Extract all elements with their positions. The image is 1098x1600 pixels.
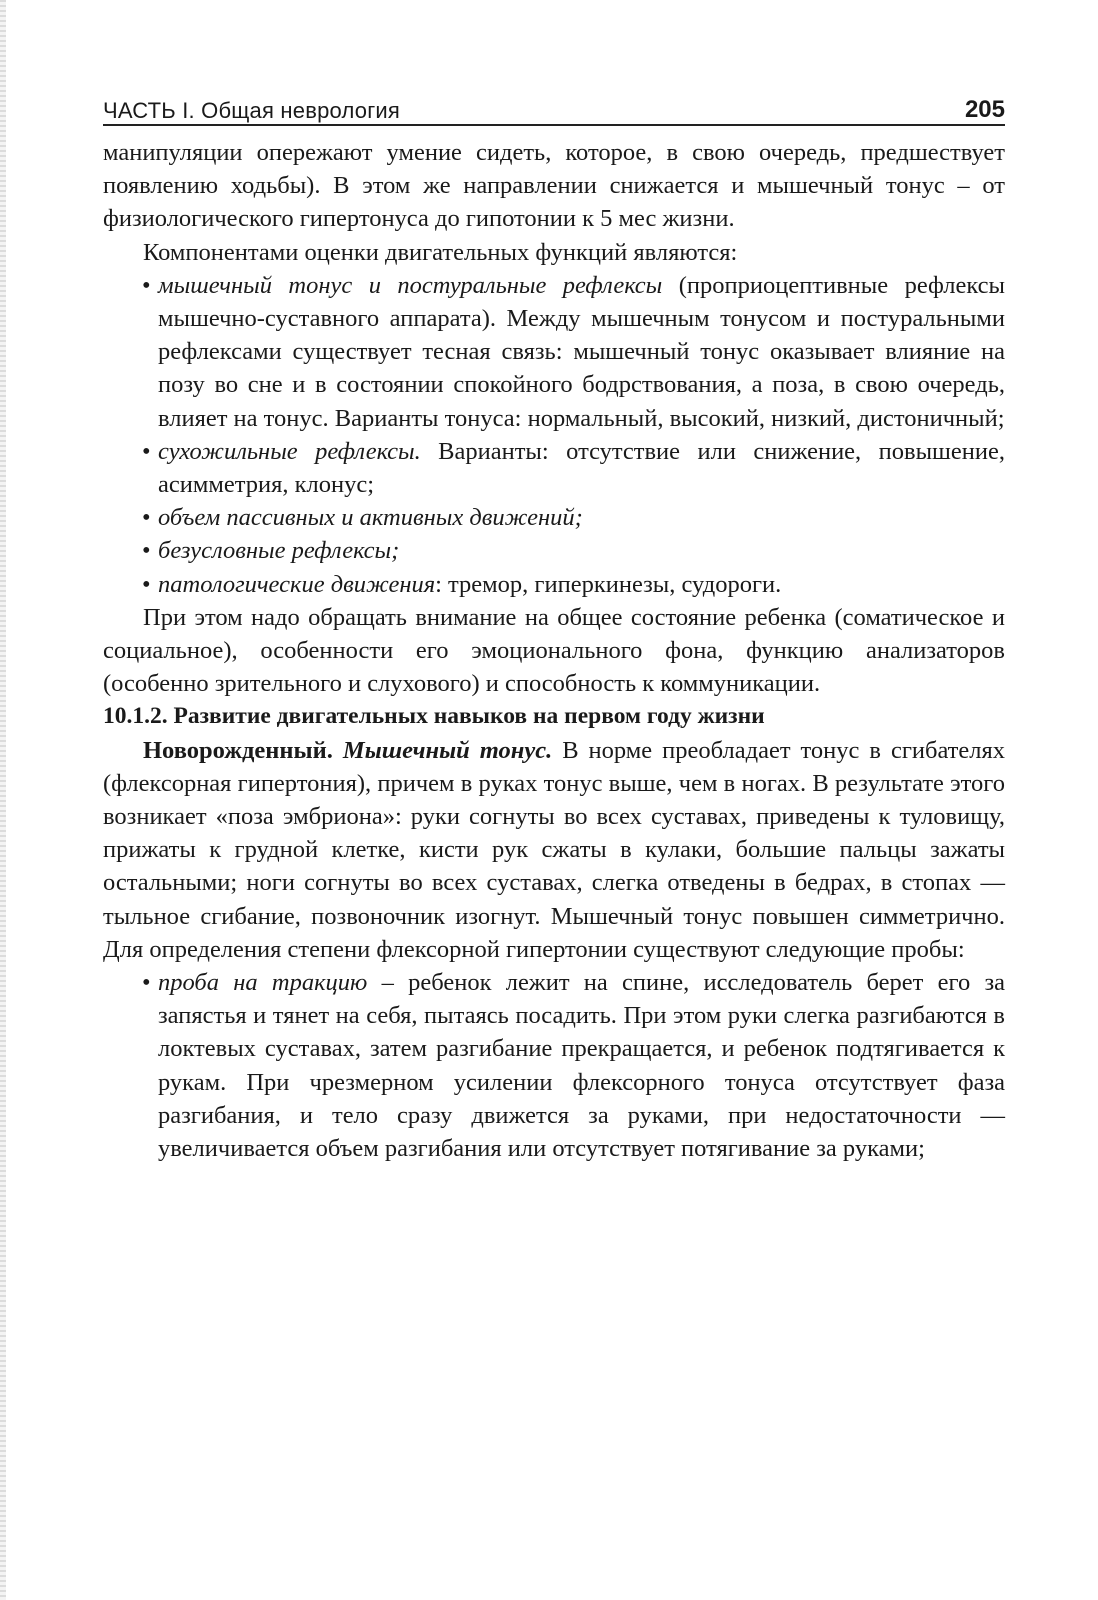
tests-list [103,966,1005,1165]
motor-assessment-list [103,269,1005,601]
paragraph-continuation: манипуляции опережают умение сидеть, которое, в свою очередь, предшествует появлению ходьбы). В этом же направлении снижается и мышечный тонус – от физиологического гипертонуса до гипотонии к 5 мес жизни. [103,139,1005,233]
newborn-text: В норме преобладает тонус в сгибателях (флексорная гипертония), причем в руках тонус выше, чем в ногах. В результате этого возникает «поза эмбриона»: руки согнуты во всех суставах, приведены к туловищу, прижаты к грудной клетке, кисти рук сжаты в кулаки, большие пальцы зажаты остальными; ноги согнуты во всех суставах, слегка отведены в бедрах, в стопах — тыльное сгибание, позвоночник изогнут. Мышечный тонус повышен симметрично. Для определения степени флексорной гипертонии существуют следующие пробы: [103,736,1006,963]
scan-edge [0,0,6,1600]
list-item [158,269,1005,435]
paragraph-general-state: При этом надо обращать внимание на общее состояние ребенка (соматическое и социальное), особенности его эмоционального фона, функцию анализаторов (особенно зрительного и слухового) и способность к коммуникации. [103,603,1005,698]
list-item-term: безусловные рефлексы; [158,537,400,565]
list-item [158,568,1005,601]
list-item [158,534,1005,567]
list-item-term: сухожильные рефлексы. [158,437,421,465]
list-item [158,966,1005,1165]
list-item [158,501,1005,534]
muscle-tone-label: Мышечный тонус. [342,736,553,764]
running-header [103,88,1005,126]
list-item-text: – ребенок лежит на спине, исследователь берет его за запястья и тянет на себя, пытаясь посадить. При этом руки слегка разгибаются в локтевых суставах, затем разгибание прекращается, и ребенок подтягивается к рукам. При чрезмерном усилении флексорного тонуса отсутствует фаза разгибания, и тело сразу движется за руками, при недостаточности — увеличивается объем разгибания или отсутствует потягивание за руками; [158,969,1005,1163]
header-title: ЧАСТЬ I. Общая неврология [103,98,401,123]
page-body [103,136,1005,1165]
page-number: 205 [964,96,1005,123]
list-item-term: патологические движения [158,570,436,598]
list-item [158,435,1005,501]
book-page [103,88,1005,1165]
paragraph-newborn [103,734,1005,966]
list-item-text: Варианты: отсутствие или снижение, повышение, асимметрия, клонус; [158,437,1005,499]
list-item-text: : тремор, гиперкинезы, судороги. [435,570,782,598]
list-item-term: объем пассивных и активных движений; [158,504,583,532]
paragraph-components-intro: Компонентами оценки двигательных функций являются: [143,238,738,266]
list-item-text: (проприоцептивные рефлексы мышечно-суставного аппарата). Между мышечным тонусом и постуральными рефлексами существует тесная связь: мышечный тонус оказывает влияние на позу во сне и в состоянии спокойного бодрствования, а поза, в свою очередь, влияет на тонус. Варианты тонуса: нормальный, высокий, низкий, дистоничный; [158,271,1005,432]
list-item-term: проба на тракцию [158,969,368,997]
newborn-label: Новорожденный. [143,736,333,764]
list-item-term: мышечный тонус и постуральные рефлексы [158,271,663,299]
section-heading: 10.1.2. Развитие двигательных навыков на первом году жизни [103,703,765,730]
